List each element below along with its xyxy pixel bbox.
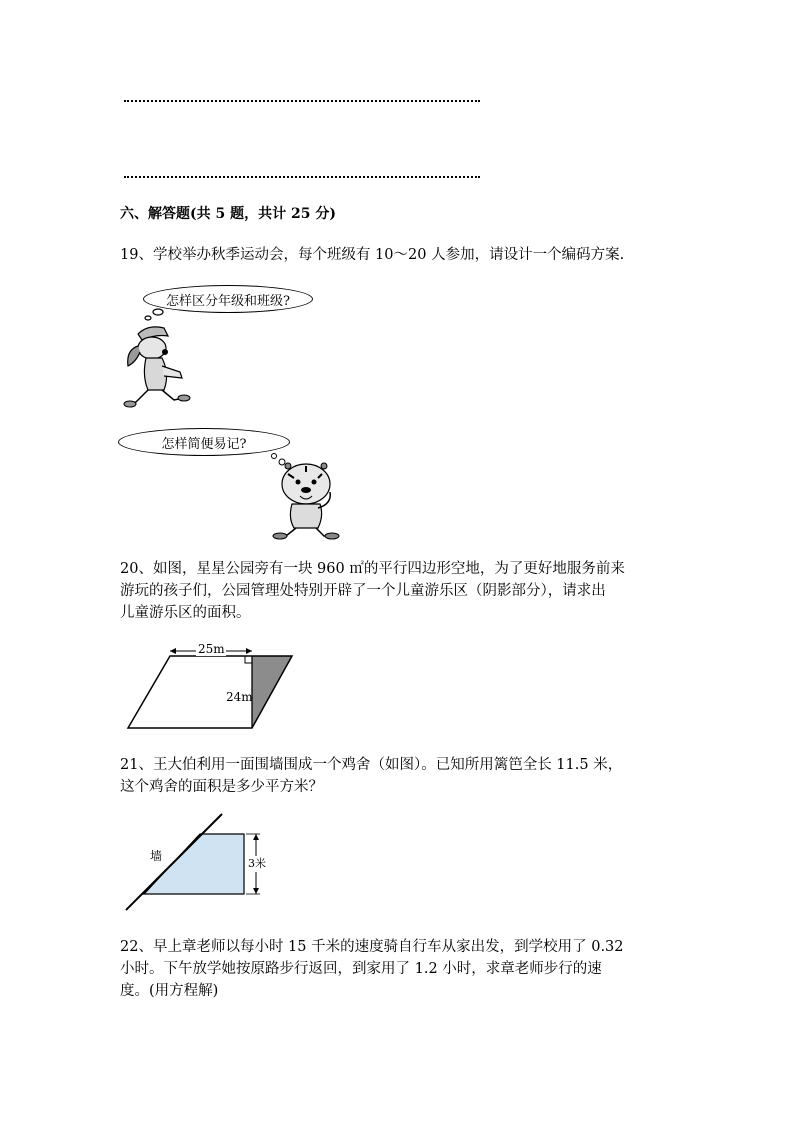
thought-bubble-2-text: 怎样简便易记? <box>161 436 247 452</box>
label-wall: 墙 <box>150 849 163 863</box>
question-20-line-1: 20、如图，星星公园旁有一块 960 ㎡的平行四边形空地，为了更好地服务前来 <box>120 561 625 577</box>
question-22-line-1: 22、早上章老师以每小时 15 千米的速度骑自行车从家出发，到学校用了 0.32 <box>120 939 624 955</box>
label-25m: 25m <box>198 642 225 656</box>
tiger-cartoon-icon <box>266 452 346 542</box>
label-3m: 3米 <box>248 857 266 870</box>
dog-cartoon-icon <box>118 306 198 410</box>
thought-bubble-2 <box>118 428 290 456</box>
question-21-line-2: 这个鸡舍的面积是多少平方米？ <box>120 779 323 795</box>
answer-line-2 <box>124 176 480 178</box>
question-21-line-1: 21、王大伯利用一面围墙围成一个鸡舍（如图）。已知所用篱笆全长 11.5 米， <box>120 757 623 773</box>
question-22-line-3: 度。(用方程解) <box>120 983 219 999</box>
question-22-line-2: 小时。下午放学她按原路步行返回，到家用了 1.2 小时，求章老师步行的速 <box>120 961 602 977</box>
section-title: 六、解答题(共 5 题，共计 25 分) <box>120 206 336 222</box>
question-20-line-2: 游玩的孩子们，公园管理处特别开辟了一个儿童游乐区（阴影部分），请求出 <box>120 583 606 599</box>
answer-line-1 <box>124 100 480 102</box>
label-24m: 24m <box>226 690 253 704</box>
thought-bubble-1-text: 怎样区分年级和班级? <box>166 293 290 309</box>
question-20-line-3: 儿童游乐区的面积。 <box>120 605 251 621</box>
question-19-text: 19、学校举办秋季运动会，每个班级有 10～20 人参加，请设计一个编码方案. <box>120 247 625 263</box>
